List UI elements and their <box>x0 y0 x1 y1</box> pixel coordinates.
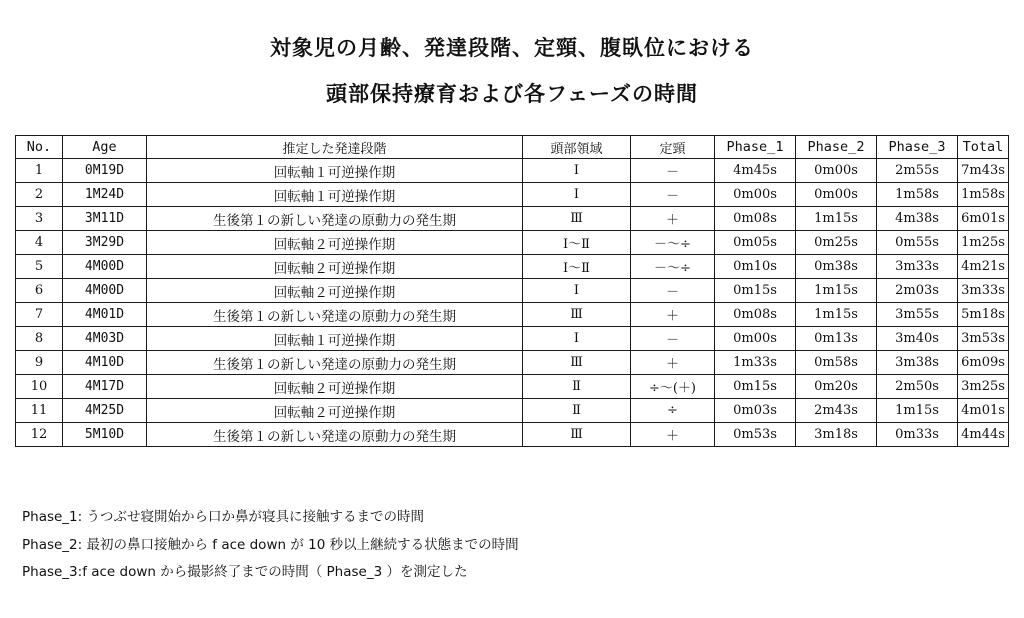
cell-stage: 回転軸２可逆操作期 <box>147 255 523 279</box>
cell-phase-1: 1m33s <box>715 351 796 375</box>
cell-phase-2: 2m43s <box>796 399 877 423</box>
cell-head-control: ＋ <box>631 303 715 327</box>
cell-no: 9 <box>16 351 63 375</box>
cell-total: 3m53s <box>958 327 1009 351</box>
cell-no: 7 <box>16 303 63 327</box>
cell-phase-1: 0m03s <box>715 399 796 423</box>
cell-no: 1 <box>16 159 63 183</box>
cell-head-region: Ⅰ～Ⅱ <box>523 255 631 279</box>
cell-no: 2 <box>16 183 63 207</box>
cell-phase-1: 0m08s <box>715 303 796 327</box>
table-row <box>16 327 1009 351</box>
cell-no: 12 <box>16 423 63 447</box>
page-title-line-2: 頭部保持療育および各フェーズの時間 <box>326 82 698 106</box>
cell-stage: 生後第１の新しい発達の原動力の発生期 <box>147 303 523 327</box>
cell-phase-1: 4m45s <box>715 159 796 183</box>
cell-phase-3: 3m33s <box>877 255 958 279</box>
cell-stage: 生後第１の新しい発達の原動力の発生期 <box>147 351 523 375</box>
cell-head-region: Ⅲ <box>523 351 631 375</box>
cell-head-region: Ⅰ <box>523 279 631 303</box>
cell-head-control: －～÷ <box>631 231 715 255</box>
cell-total: 6m09s <box>958 351 1009 375</box>
table-row <box>16 303 1009 327</box>
cell-phase-1: 0m05s <box>715 231 796 255</box>
cell-age: 0M19D <box>63 159 147 183</box>
header-head-region: 頭部領域 <box>523 136 631 159</box>
cell-stage: 回転軸１可逆操作期 <box>147 183 523 207</box>
header-phase-1: Phase_1 <box>715 136 796 159</box>
cell-phase-2: 0m38s <box>796 255 877 279</box>
cell-phase-2: 0m13s <box>796 327 877 351</box>
cell-age: 4M00D <box>63 279 147 303</box>
cell-age: 5M10D <box>63 423 147 447</box>
table-row <box>16 207 1009 231</box>
table-row <box>16 351 1009 375</box>
cell-total: 1m25s <box>958 231 1009 255</box>
header-head-control: 定頸 <box>631 136 715 159</box>
header-no: No. <box>16 136 63 159</box>
cell-phase-1: 0m15s <box>715 375 796 399</box>
cell-phase-1: 0m08s <box>715 207 796 231</box>
cell-age: 3M11D <box>63 207 147 231</box>
cell-age: 4M25D <box>63 399 147 423</box>
cell-phase-3: 1m58s <box>877 183 958 207</box>
cell-phase-2: 1m15s <box>796 207 877 231</box>
cell-phase-2: 1m15s <box>796 303 877 327</box>
cell-phase-2: 1m15s <box>796 279 877 303</box>
table-row <box>16 279 1009 303</box>
cell-phase-3: 4m38s <box>877 207 958 231</box>
cell-head-control: ＋ <box>631 207 715 231</box>
cell-head-region: Ⅱ <box>523 399 631 423</box>
header-stage: 推定した発達段階 <box>147 136 523 159</box>
header-phase-2: Phase_2 <box>796 136 877 159</box>
header-age: Age <box>63 136 147 159</box>
cell-head-control: ＋ <box>631 351 715 375</box>
cell-total: 4m21s <box>958 255 1009 279</box>
table-row <box>16 231 1009 255</box>
cell-phase-3: 2m55s <box>877 159 958 183</box>
cell-total: 3m33s <box>958 279 1009 303</box>
table-row <box>16 375 1009 399</box>
cell-head-region: Ⅰ <box>523 159 631 183</box>
cell-age: 3M29D <box>63 231 147 255</box>
cell-head-region: Ⅰ <box>523 183 631 207</box>
cell-phase-3: 3m40s <box>877 327 958 351</box>
cell-phase-1: 0m53s <box>715 423 796 447</box>
note-phase-2: Phase_2: 最初の鼻口接触から f ace down が 10 秒以上継続する状態までの時間 <box>22 536 519 553</box>
cell-total: 7m43s <box>958 159 1009 183</box>
cell-phase-3: 0m55s <box>877 231 958 255</box>
cell-phase-1: 0m00s <box>715 327 796 351</box>
cell-phase-1: 0m10s <box>715 255 796 279</box>
note-phase-1: Phase_1: うつぶせ寝開始から口か鼻が寝具に接触するまでの時間 <box>22 509 424 525</box>
cell-total: 4m44s <box>958 423 1009 447</box>
cell-head-region: Ⅱ <box>523 375 631 399</box>
header-phase-3: Phase_3 <box>877 136 958 159</box>
cell-phase-2: 0m00s <box>796 159 877 183</box>
cell-no: 8 <box>16 327 63 351</box>
cell-stage: 生後第１の新しい発達の原動力の発生期 <box>147 207 523 231</box>
cell-age: 4M01D <box>63 303 147 327</box>
cell-stage: 回転軸１可逆操作期 <box>147 159 523 183</box>
table-row <box>16 399 1009 423</box>
data-table <box>15 135 1009 447</box>
cell-phase-1: 0m00s <box>715 183 796 207</box>
cell-head-control: － <box>631 183 715 207</box>
cell-phase-3: 3m55s <box>877 303 958 327</box>
cell-no: 5 <box>16 255 63 279</box>
cell-total: 3m25s <box>958 375 1009 399</box>
cell-phase-2: 0m25s <box>796 231 877 255</box>
table-body <box>16 159 1009 447</box>
cell-total: 6m01s <box>958 207 1009 231</box>
cell-stage: 回転軸１可逆操作期 <box>147 327 523 351</box>
cell-phase-2: 0m20s <box>796 375 877 399</box>
cell-phase-2: 0m00s <box>796 183 877 207</box>
cell-phase-2: 3m18s <box>796 423 877 447</box>
cell-age: 4M03D <box>63 327 147 351</box>
cell-head-region: Ⅲ <box>523 207 631 231</box>
cell-phase-2: 0m58s <box>796 351 877 375</box>
header-total: Total <box>958 136 1009 159</box>
cell-age: 4M17D <box>63 375 147 399</box>
cell-phase-1: 0m15s <box>715 279 796 303</box>
cell-no: 3 <box>16 207 63 231</box>
note-phase-3: Phase_3:f ace down から撮影終了までの時間（ Phase_3 ）を測定した <box>22 564 468 580</box>
cell-stage: 生後第１の新しい発達の原動力の発生期 <box>147 423 523 447</box>
table-header-row <box>16 136 1009 159</box>
cell-head-region: Ⅰ <box>523 327 631 351</box>
cell-phase-3: 2m03s <box>877 279 958 303</box>
cell-age: 4M10D <box>63 351 147 375</box>
cell-head-control: －～÷ <box>631 255 715 279</box>
cell-head-region: Ⅲ <box>523 303 631 327</box>
cell-age: 1M24D <box>63 183 147 207</box>
cell-stage: 回転軸２可逆操作期 <box>147 375 523 399</box>
cell-head-region: Ⅰ～Ⅱ <box>523 231 631 255</box>
table-row <box>16 159 1009 183</box>
table-row <box>16 255 1009 279</box>
cell-head-region: Ⅲ <box>523 423 631 447</box>
cell-head-control: ÷～(＋) <box>631 375 715 399</box>
table-row <box>16 423 1009 447</box>
cell-no: 11 <box>16 399 63 423</box>
cell-head-control: － <box>631 327 715 351</box>
cell-head-control: － <box>631 279 715 303</box>
page-title-line-1: 対象児の月齢、発達段階、定頸、腹臥位における <box>270 36 754 60</box>
cell-head-control: － <box>631 159 715 183</box>
cell-stage: 回転軸２可逆操作期 <box>147 279 523 303</box>
cell-stage: 回転軸２可逆操作期 <box>147 399 523 423</box>
cell-no: 6 <box>16 279 63 303</box>
cell-head-control: ÷ <box>631 399 715 423</box>
cell-total: 5m18s <box>958 303 1009 327</box>
cell-age: 4M00D <box>63 255 147 279</box>
cell-total: 4m01s <box>958 399 1009 423</box>
cell-phase-3: 0m33s <box>877 423 958 447</box>
notes <box>22 504 519 587</box>
cell-head-control: ＋ <box>631 423 715 447</box>
cell-phase-3: 2m50s <box>877 375 958 399</box>
table-row <box>16 183 1009 207</box>
cell-total: 1m58s <box>958 183 1009 207</box>
cell-no: 10 <box>16 375 63 399</box>
cell-no: 4 <box>16 231 63 255</box>
cell-phase-3: 3m38s <box>877 351 958 375</box>
cell-phase-3: 1m15s <box>877 399 958 423</box>
cell-stage: 回転軸２可逆操作期 <box>147 231 523 255</box>
